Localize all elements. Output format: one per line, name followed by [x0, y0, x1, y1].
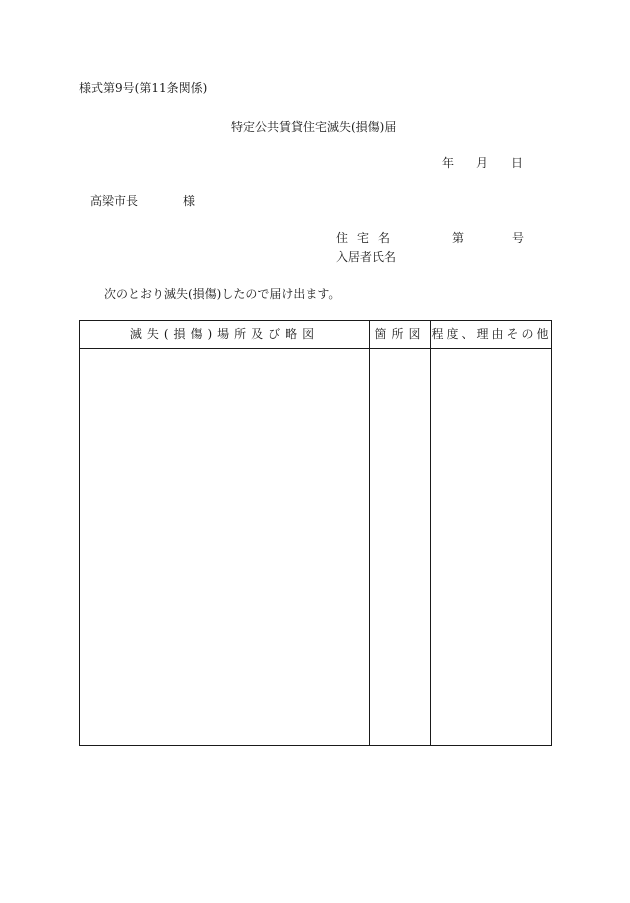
date-year-label: 年 — [442, 156, 455, 170]
report-table — [79, 320, 552, 746]
point-diagram-cell — [370, 349, 430, 745]
resident-name-label: 入居者氏名 — [336, 250, 397, 264]
header-point-diagram: 箇所図 — [374, 327, 426, 341]
housing-number-suffix: 号 — [512, 231, 525, 245]
location-sketch-cell — [80, 349, 369, 745]
date-day-label: 日 — [511, 156, 524, 170]
housing-name-label: 住宅名 — [336, 231, 400, 245]
housing-number-prefix: 第 — [452, 231, 465, 245]
header-location-sketch: 滅失(損傷)場所及び略図 — [129, 327, 320, 341]
addressee-honorific: 様 — [183, 194, 196, 208]
date-month-label: 月 — [476, 156, 489, 170]
form-number: 様式第9号(第11条関係) — [79, 81, 208, 95]
statement-text: 次のとおり滅失(損傷)したので届け出ます。 — [104, 287, 341, 301]
document-title: 特定公共賃貸住宅滅失(損傷)届 — [231, 120, 397, 134]
addressee-name: 高梁市長 — [90, 194, 139, 208]
degree-reason-cell — [431, 349, 552, 745]
header-degree-reason: 程度、理由その他 — [431, 327, 552, 341]
